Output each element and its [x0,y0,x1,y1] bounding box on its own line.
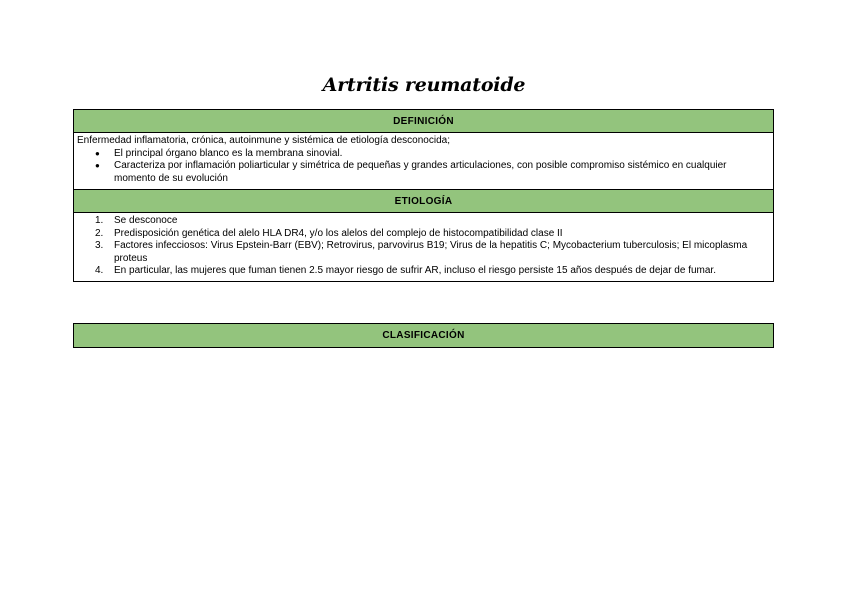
list-number: 1. [95,215,104,226]
page-title: Artritis reumatoide [322,74,526,96]
list-item [95,265,770,278]
definicion-header: DEFINICIÓN [74,110,773,133]
list-number: 2. [95,227,104,239]
list-item-text: Se desconoce [114,215,178,226]
list-item [95,227,770,241]
clasificacion-header: CLASIFICACIÓN [74,324,773,347]
list-item-text: Factores infecciosos: Virus Epstein-Barr (EBV); Retrovirus, parvovirus B19; Virus de la hepatitis C; Mycobacterium tuberculosis; El micoplasma proteus [114,240,748,264]
definicion-body [74,133,773,190]
list-item [95,215,770,228]
etiologia-numbered-list [77,215,770,278]
etiologia-header: ETIOLOGÍA [74,190,773,213]
definicion-bullet-list [77,148,770,186]
list-number: 4. [95,265,104,276]
definicion-intro: Enfermedad inflamatoria, crónica, autoinmune y sistémica de etiología desconocida; [77,135,450,146]
clasificacion-table [73,323,774,348]
list-item: ● El principal órgano blanco es la membrana sinovial. [114,148,770,161]
list-item [95,240,770,265]
list-item: ● Caracteriza por inflamación poliarticular y simétrica de pequeñas y grandes articulaciones, con posible compromiso sistémico en cualquier momento de su evolución [114,160,770,185]
info-table [73,109,774,282]
list-item-text: En particular, las mujeres que fuman tienen 2.5 mayor riesgo de sufrir AR, incluso el riesgo persiste 15 años después de dejar de fumar. [114,265,716,276]
list-number: 3. [95,240,104,251]
etiologia-body [74,213,773,281]
list-item-text: Predisposición genética del alelo HLA DR4, y/o los alelos del complejo de histocompatibilidad clase II [114,227,563,239]
